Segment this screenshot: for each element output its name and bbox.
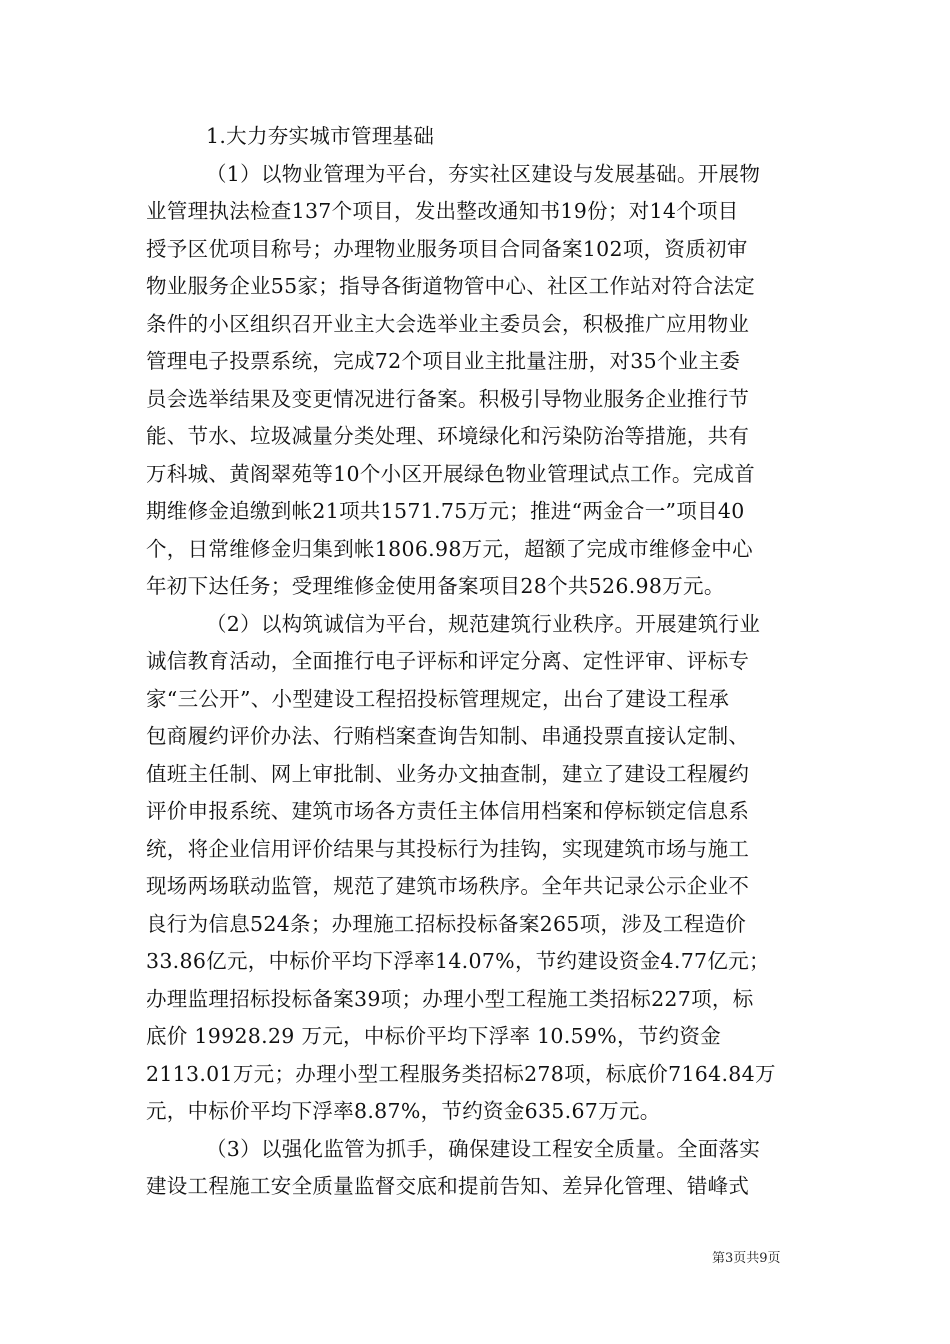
paragraph-1-line: 条件的小区组织召开业主大会选举业主委员会，积极推广应用物业 xyxy=(146,311,750,336)
paragraph-2-line: 包商履约评价办法、行贿档案查询告知制、串通投票直接认定制、 xyxy=(146,724,750,748)
document-body xyxy=(146,118,814,1206)
page-number: 第3页共9页 xyxy=(712,1251,781,1266)
section-heading: 1.大力夯实城市管理基础 xyxy=(206,124,435,148)
paragraph-1-line: 物业服务企业55家；指导各街道物管中心、社区工作站对符合法定 xyxy=(146,274,756,298)
paragraph-2-line: 值班主任制、网上审批制、业务办文抽查制，建立了建设工程履约 xyxy=(146,761,750,786)
paragraph-1-line: 业管理执法检查137个项目，发出整改通知书19份；对14个项目 xyxy=(146,199,739,223)
paragraph-2-line: 评价申报系统、建筑市场各方责任主体信用档案和停标锁定信息系 xyxy=(146,799,750,823)
paragraph-3-line: （3）以强化监管为抓手，确保建设工程安全质量。全面落实 xyxy=(206,1136,761,1161)
paragraph-2-line: 33.86亿元，中标价平均下浮率14.07%，节约建设资金4.77亿元； xyxy=(146,949,770,973)
paragraph-3-line: 建设工程施工安全质量监督交底和提前告知、差异化管理、错峰式 xyxy=(146,1174,750,1198)
paragraph-1-line: 授予区优项目称号；办理物业服务项目合同备案102项，资质初审 xyxy=(146,236,748,261)
paragraph-2-line: 诚信教育活动，全面推行电子评标和评定分离、定性评审、评标专 xyxy=(146,649,750,673)
paragraph-2-line: 良行为信息524条；办理施工招标投标备案265项，涉及工程造价 xyxy=(146,911,747,936)
paragraph-2-line: 统，将企业信用评价结果与其投标行为挂钩，实现建筑市场与施工 xyxy=(146,836,750,861)
paragraph-1-line: 员会选举结果及变更情况进行备案。积极引导物业服务企业推行节 xyxy=(146,386,750,411)
paragraph-1-line: （1）以物业管理为平台，夯实社区建设与发展基础。开展物 xyxy=(206,161,761,186)
paragraph-1-line: 个，日常维修金归集到帐1806.98万元，超额了完成市维修金中心 xyxy=(146,536,753,561)
paragraph-1-line: 万科城、黄阁翠苑等10个小区开展绿色物业管理试点工作。完成首 xyxy=(146,461,756,486)
paragraph-2-line: 底价 19928.29 万元，中标价平均下浮率 10.59%，节约资金 xyxy=(146,1024,722,1048)
paragraph-1-line: 期维修金追缴到帐21项共1571.75万元；推进“两金合一”项目40 xyxy=(146,499,745,523)
paragraph-2-line: 现场两场联动监管，规范了建筑市场秩序。全年共记录公示企业不 xyxy=(146,874,750,898)
paragraph-1-line: 年初下达任务；受理维修金使用备案项目28个共526.98万元。 xyxy=(146,574,725,598)
paragraph-2-line: （2）以构筑诚信为平台，规范建筑行业秩序。开展建筑行业 xyxy=(206,611,761,636)
paragraph-2-line: 家“三公开”、小型建设工程招投标管理规定，出台了建设工程承 xyxy=(146,686,730,711)
paragraph-1-line: 能、节水、垃圾减量分类处理、环境绿化和污染防治等措施，共有 xyxy=(146,424,750,448)
paragraph-2-line: 元，中标价平均下浮率8.87%，节约资金635.67万元。 xyxy=(146,1099,661,1123)
paragraph-2-line: 2113.01万元；办理小型工程服务类招标278项，标底价7164.84万 xyxy=(146,1061,776,1086)
paragraph-2-line: 办理监理招标投标备案39项；办理小型工程施工类招标227项，标 xyxy=(146,986,754,1011)
paragraph-1-line: 管理电子投票系统，完成72个项目业主批量注册，对35个业主委 xyxy=(146,349,741,373)
